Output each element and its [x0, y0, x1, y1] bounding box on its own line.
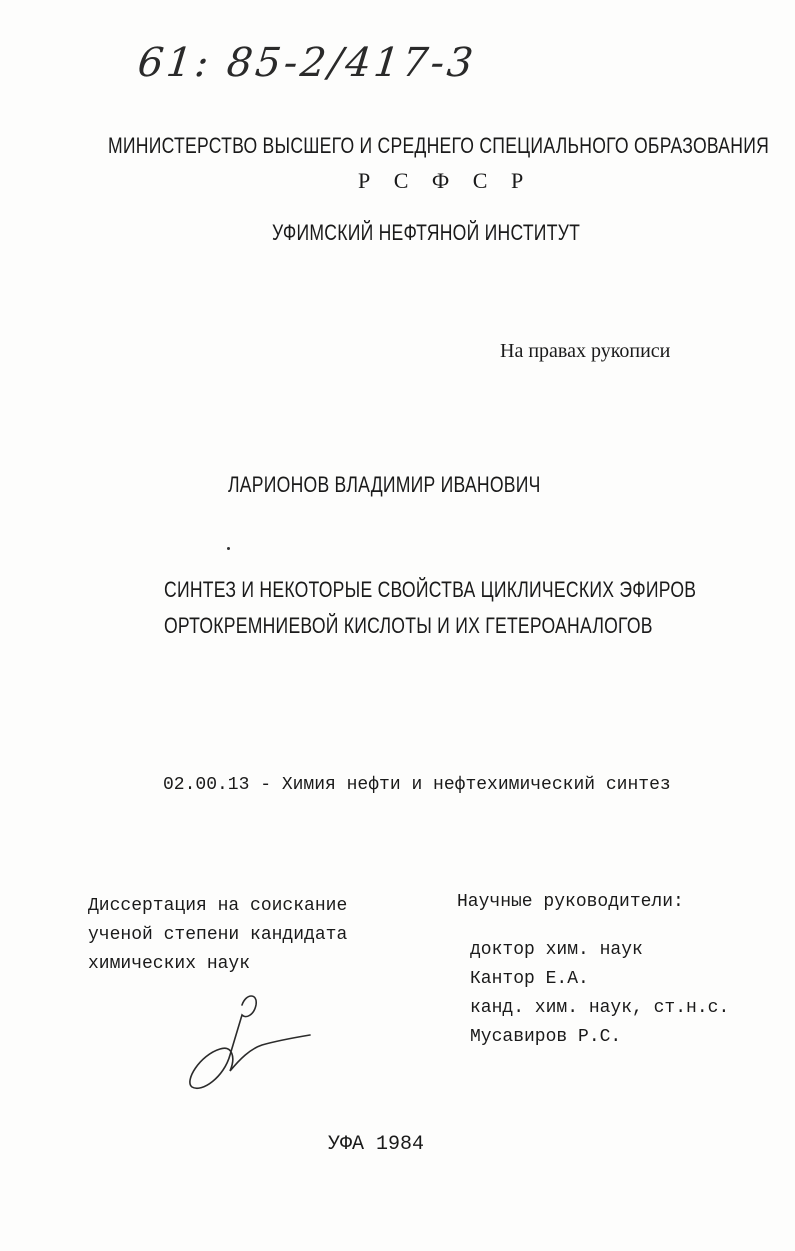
supervisors-list [470, 936, 729, 1052]
republic-heading: Р С Ф С Р [358, 168, 533, 193]
ministry-heading: МИНИСТЕРСТВО ВЫСШЕГО И СРЕДНЕГО СПЕЦИАЛЬНОГО ОБРАЗОВАНИЯ [108, 133, 770, 158]
author-name: ЛАРИОНОВ ВЛАДИМИР ИВАНОВИЧ [228, 472, 541, 497]
supervisor-line: канд. хим. наук, ст.н.с. [470, 998, 730, 1018]
dissertation-note-line: ученой степени кандидата [88, 925, 348, 945]
dissertation-note-line: химических наук [88, 954, 251, 974]
dissertation-title-line-2: ОРТОКРЕМНИЕВОЙ КИСЛОТЫ И ИХ ГЕТЕРОАНАЛОГОВ [164, 613, 653, 638]
supervisor-line: Мусавиров Р.С. [470, 1027, 622, 1047]
supervisor-line: доктор хим. наук [470, 940, 643, 960]
dissertation-title-line-1: СИНТЕЗ И НЕКОТОРЫЕ СВОЙСТВА ЦИКЛИЧЕСКИХ ЭФИРОВ [164, 577, 697, 602]
institute-heading: УФИМСКИЙ НЕФТЯНОЙ ИНСТИТУТ [272, 220, 581, 245]
city-year: УФА 1984 [328, 1133, 425, 1156]
supervisors-heading: Научные руководители: [457, 892, 684, 912]
handwritten-signature [180, 985, 330, 1095]
dissertation-note [88, 892, 347, 979]
dissertation-note-line: Диссертация на соискание [88, 896, 348, 916]
rights-note: На правах рукописи [500, 340, 671, 362]
handwritten-catalog-code: 61: 85-2/417-3 [135, 40, 479, 86]
supervisor-line: Кантор Е.А. [470, 969, 589, 989]
specialty-code: 02.00.13 - Химия нефти и нефтехимический синтез [163, 775, 671, 795]
stray-dot [227, 547, 230, 550]
